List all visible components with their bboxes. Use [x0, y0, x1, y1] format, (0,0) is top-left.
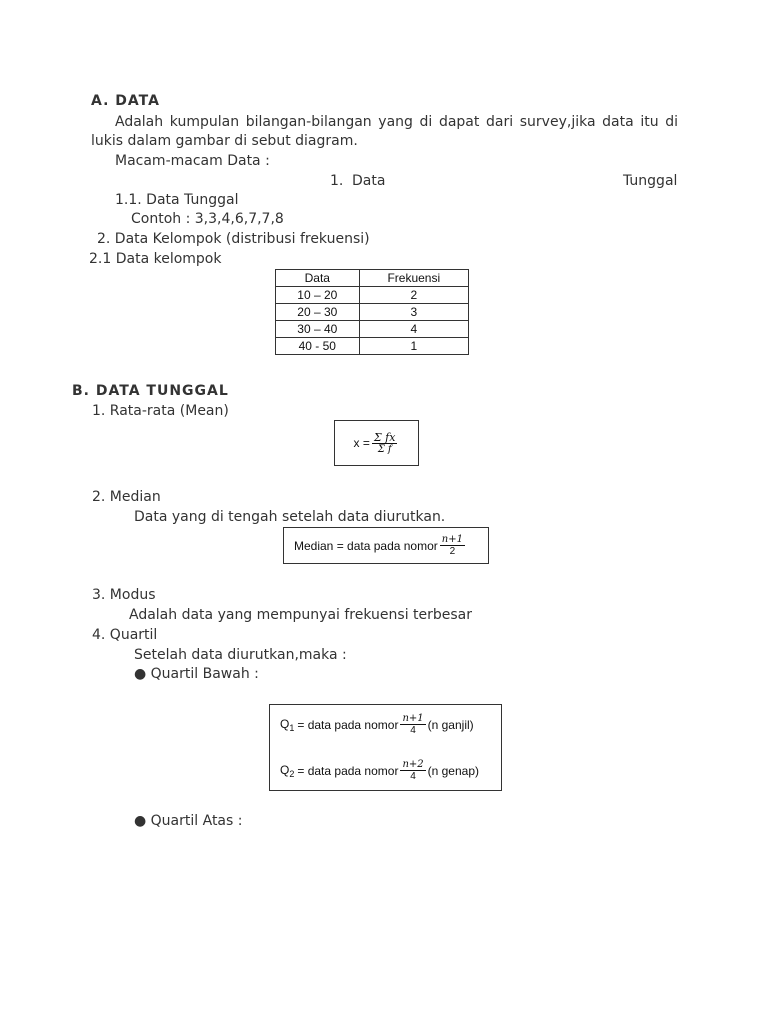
modus-desc: Adalah data yang mempunyai frekuensi terbesar — [129, 607, 473, 623]
frequency-table — [275, 269, 469, 355]
table-row — [276, 304, 469, 321]
types-label: Macam-macam Data : — [115, 153, 270, 169]
example-text: Contoh : 3,3,4,6,7,7,8 — [131, 211, 284, 227]
median-label: 2. Median — [92, 489, 161, 505]
q2-numerator: n+2 — [402, 759, 424, 770]
item2-text: 2. Data Kelompok (distribusi frekuensi) — [97, 231, 370, 247]
mean-formula-box — [334, 420, 419, 466]
median-numerator: n+1 — [441, 534, 463, 545]
item1-word-data: Data — [352, 173, 386, 189]
table-cell: 20 – 30 — [276, 304, 360, 321]
mean-fraction — [372, 432, 398, 455]
median-denominator: 2 — [449, 546, 456, 557]
table-row — [276, 338, 469, 355]
q2-text: = data pada nomor — [297, 763, 399, 778]
median-formula-text: Median = data pada nomor — [294, 538, 438, 553]
q1-formula — [280, 713, 474, 736]
quartil-formula-box — [269, 704, 502, 791]
q2-denominator: 4 — [410, 771, 416, 782]
q1-denominator: 4 — [410, 725, 416, 736]
modus-label: 3. Modus — [92, 587, 156, 603]
mean-label: 1. Rata-rata (Mean) — [92, 403, 229, 419]
sub-item-2-1: 2.1 Data kelompok — [89, 251, 222, 267]
section-b-heading: B. DATA TUNGGAL — [72, 383, 229, 399]
item1-word-tunggal: Tunggal — [623, 173, 678, 189]
table-row — [276, 287, 469, 304]
table-header-data: Data — [276, 270, 360, 287]
table-cell: 4 — [359, 321, 468, 338]
table-cell: 2 — [359, 287, 468, 304]
mean-denominator: Σ f — [377, 443, 392, 455]
q2-symbol: $Q_2$ — [280, 762, 295, 779]
median-fraction — [440, 534, 465, 557]
q1-note: (n ganjil) — [427, 717, 474, 732]
mean-numerator: Σ fx — [373, 430, 396, 444]
table-cell: 1 — [359, 338, 468, 355]
table-cell: 10 – 20 — [276, 287, 360, 304]
q2-formula — [280, 759, 479, 782]
quartil-bawah-label: ● Quartil Bawah : — [134, 666, 259, 682]
table-cell: 3 — [359, 304, 468, 321]
sub-item-1-1: 1.1. Data Tunggal — [115, 192, 239, 208]
q1-symbol: $Q_1$ — [280, 716, 295, 733]
q1-numerator: n+1 — [402, 713, 424, 724]
intro-line-2: lukis dalam gambar di sebut diagram. — [91, 133, 358, 149]
quartil-atas-label: ● Quartil Atas : — [134, 813, 243, 829]
q1-fraction — [400, 713, 425, 736]
q2-fraction — [400, 759, 425, 782]
median-desc: Data yang di tengah setelah data diurutkan. — [134, 509, 446, 525]
mean-formula-lhs: x = — [353, 436, 370, 450]
section-a-heading: A. DATA — [91, 93, 160, 109]
intro-line-1: Adalah kumpulan bilangan-bilangan yang di dapat dari survey,jika data itu di — [115, 114, 678, 130]
table-header-row — [276, 270, 469, 287]
table-cell: 30 – 40 — [276, 321, 360, 338]
median-formula-box — [283, 527, 489, 564]
quartil-desc: Setelah data diurutkan,maka : — [134, 647, 347, 663]
table-cell: 40 - 50 — [276, 338, 360, 355]
q2-note: (n genap) — [427, 763, 479, 778]
table-header-frekuensi: Frekuensi — [359, 270, 468, 287]
table-row — [276, 321, 469, 338]
item1-number: 1. — [330, 173, 344, 189]
quartil-label: 4. Quartil — [92, 627, 158, 643]
q1-text: = data pada nomor — [297, 717, 399, 732]
